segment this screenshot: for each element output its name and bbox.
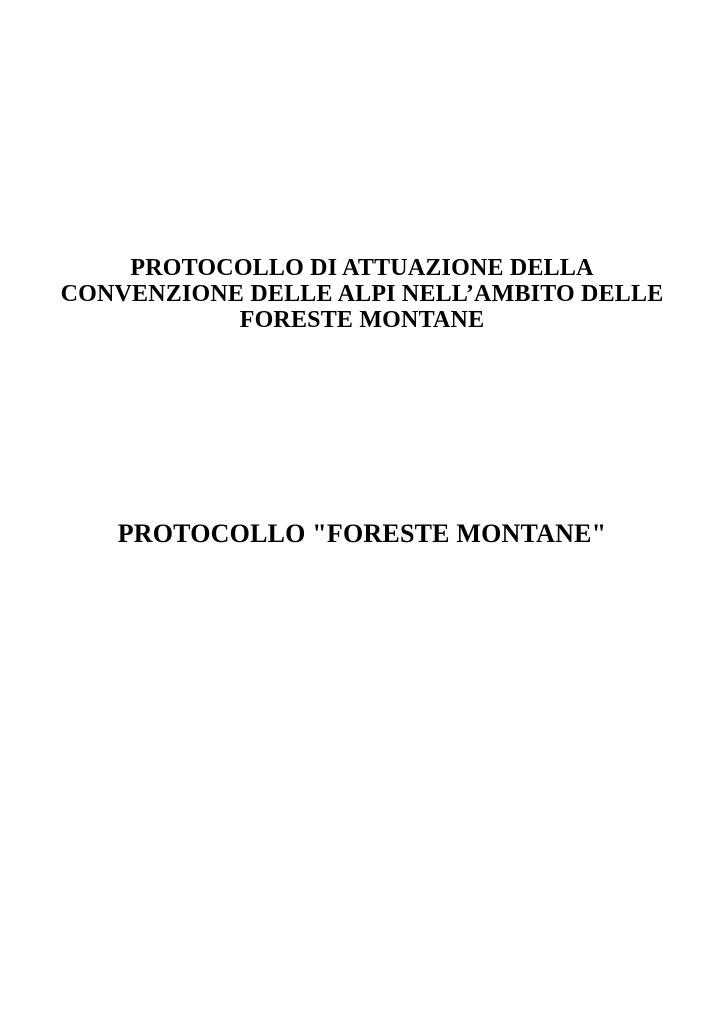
title-line-1: PROTOCOLLO DI ATTUAZIONE DELLA <box>130 255 594 281</box>
title-line-2: CONVENZIONE DELLE ALPI NELL’AMBITO DELLE <box>60 281 664 307</box>
title-line-3: FORESTE MONTANE <box>239 307 485 333</box>
document-subtitle: PROTOCOLLO "FORESTE MONTANE" <box>117 519 607 548</box>
document-title <box>60 255 664 333</box>
